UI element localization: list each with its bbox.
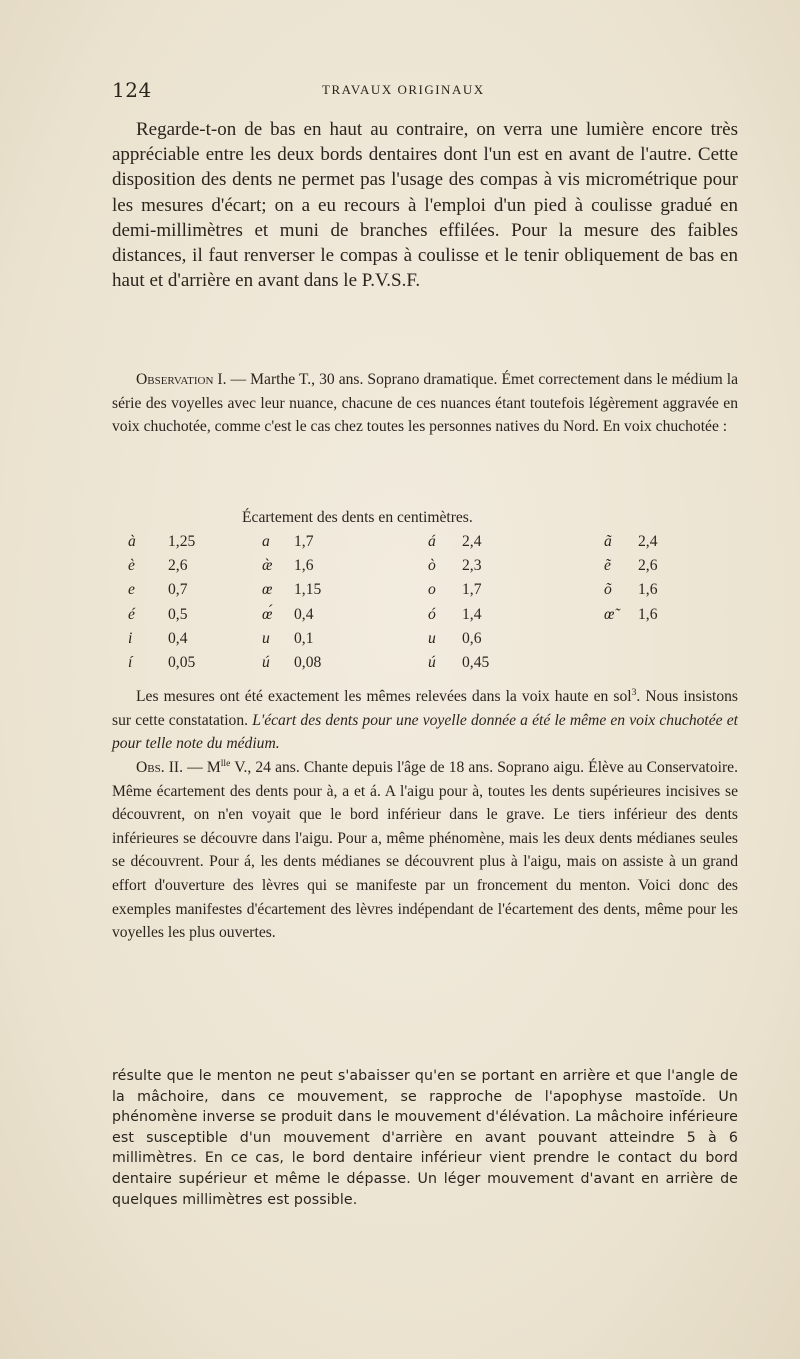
table-vowel: œ <box>262 581 273 599</box>
table-value: 1,6 <box>294 557 314 575</box>
paragraph-observation-summary <box>112 685 738 756</box>
observation-2-text-2: V., 24 ans. Chante depuis l'âge de 18 ans. Soprano aigu. Élève au Conservatoire. Même écartement des dents pour à, a et á. A l'aigu pour à, toutes les dents supérieures incisives se découvrent, on n'en voyait que le bord inférieur dans le grave. Le tiers inférieur des dents inférieures se découvre dans l'aigu. Pour a, même phénomène, mais les deux dents médianes seules se découvrent. Pour á, les dents médianes se découvrent plus à l'aigu, mais on assiste à un grand effort d'ouverture des lèvres qui se manifeste par un froncement du menton. Voici donc des exemples manifestes d'écartement des lèvres indépendant de l'écartement des dents, même pour les voyelles les plus ouvertes. <box>112 759 738 942</box>
table-value: 2,4 <box>462 533 482 550</box>
table-value: 0,08 <box>294 654 322 671</box>
observation-2 <box>112 756 738 945</box>
table-vowel: ã <box>604 533 612 550</box>
table-vowel: u <box>262 629 270 647</box>
table-value: 2,6 <box>168 557 188 575</box>
table-vowel: ú <box>262 654 270 671</box>
table-value: 0,45 <box>462 654 490 671</box>
table-vowel: ó <box>428 605 436 623</box>
table-value: 1,4 <box>462 605 482 623</box>
table-vowel: é <box>128 605 135 623</box>
table-value: 1,7 <box>462 581 482 599</box>
table-vowel: œ̃ <box>604 605 615 623</box>
table-value: 0,1 <box>294 629 314 647</box>
table-value: 0,4 <box>294 605 314 623</box>
table-value: 0,7 <box>168 581 188 599</box>
table-value: 1,7 <box>294 533 314 550</box>
observation-1-text: — Marthe T., 30 ans. Soprano dramatique. Émet correctement dans le médium la série des voyelles avec leur nuance, chacune de ces nuances étant toutefois légèrement aggravée en voix chuchotée, comme c'est le cas chez toutes les personnes natives du Nord. En voix chuchotée : <box>112 371 739 436</box>
summary-text-2: . Nous insistons sur cette constatation. <box>112 688 739 729</box>
footnote-ref-3: 3 <box>631 686 637 698</box>
table-vowel: í <box>128 654 133 671</box>
table-vowel: æ̀ <box>262 557 273 575</box>
running-title: TRAVAUX ORIGINAUX <box>322 82 485 97</box>
table-value: 1,6 <box>638 605 658 623</box>
table-vowel: ò <box>428 557 436 575</box>
paragraph-compass-method: Regarde-t-on de bas en haut au contraire, on verra une lumière encore très appréciable entre les deux bords dentaires dont l'un est en avant de l'autre. Cette disposition des dents ne permet pas l'usage des compas à vis micrométrique pour les mesures d'écart; on a eu recours à l'emploi d'un pied à coulisse gradué en demi-millimètres et muni de branches effilées. Pour la mesure des faibles distances, il faut renverser le compas à coulisse et le tenir obliquement de bas en haut et d'arrière en avant dans le P.V.S.F. <box>112 119 738 292</box>
table-vowel: ẽ <box>604 557 611 575</box>
table-value: 0,6 <box>462 629 482 647</box>
table-value: 1,25 <box>168 533 196 550</box>
vowel-measurement-table <box>112 530 738 680</box>
observation-2-sup: lle <box>220 757 231 769</box>
table-value: 2,6 <box>638 557 658 575</box>
table-value: 1,6 <box>638 581 658 599</box>
table-value: 0,05 <box>168 654 196 671</box>
page-number: 124 <box>112 78 152 102</box>
table-value: 2,3 <box>462 557 482 575</box>
observation-1-label: Observation I. <box>136 371 227 388</box>
table-caption: Écartement des dents en centimètres. <box>242 509 473 526</box>
page-header <box>112 78 712 102</box>
table-vowel: œ́ <box>262 605 273 623</box>
table-vowel: à <box>128 533 136 550</box>
summary-emphasis: L'écart des dents pour une voyelle donnée a été le même en voix chuchotée et pour telle note du médium. <box>112 711 738 753</box>
table-value: 0,5 <box>168 605 188 623</box>
table-vowel: o <box>428 581 436 599</box>
table-vowel: á <box>428 533 436 550</box>
table-vowel: è <box>128 557 135 575</box>
table-vowel: õ <box>604 581 612 599</box>
table-vowel: ú <box>428 654 436 671</box>
table-value: 0,4 <box>168 629 188 647</box>
table-value: 2,4 <box>638 533 658 550</box>
table-vowel: u <box>428 629 436 647</box>
observation-2-text-1: — M <box>183 759 221 776</box>
observation-1 <box>112 368 738 439</box>
footnote-continuation: résulte que le menton ne peut s'abaisser qu'en se portant en arrière et que l'angle de la mâchoire, dans ce mouvement, se rapproche de l'apophyse mastoïde. Un phénomène inverse se produit dans le mouvement d'élévation. La mâchoire inférieure est susceptible d'un mouvement d'arrière en avant pouvant atteindre 5 à 6 millimètres. En ce cas, le bord dentaire inférieur vient prendre le contact du bord dentaire supérieur et même le dépasse. Un léger mouvement d'avant en arrière de quelques millimètres est possible. <box>112 1068 738 1208</box>
observation-2-label: Obs. II. <box>136 759 184 776</box>
table-vowel: a <box>262 533 270 550</box>
summary-text-1: Les mesures ont été exactement les mêmes relevées dans la voix haute en sol <box>136 688 632 705</box>
table-vowel: e <box>128 581 135 599</box>
table-value: 1,15 <box>294 581 322 599</box>
table-vowel: i <box>128 629 133 647</box>
